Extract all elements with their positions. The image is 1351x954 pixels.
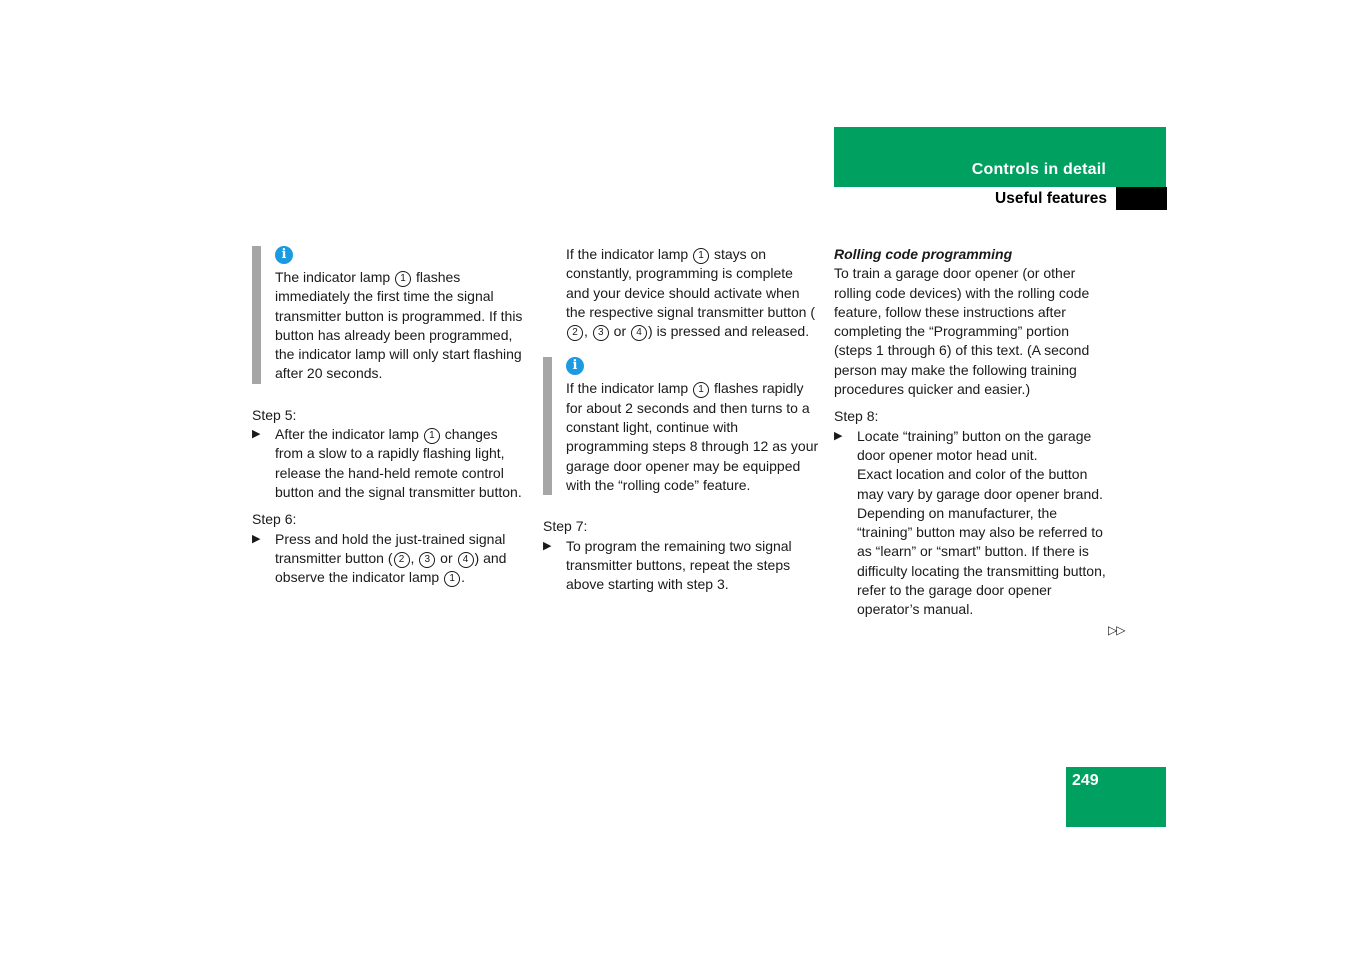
- bullet-arrow-icon: ▶: [252, 532, 261, 545]
- info-text: The indicator lamp 1 flashes immediately the first time the signal transmitter button is programmed. If this button has already been programmed, the indicator lamp will only start flashing after 20 seconds.: [275, 269, 523, 382]
- header-band: [834, 127, 1166, 187]
- completion-paragraph: If the indicator lamp 1 stays on constantly, programming is complete and your device should activate when the respective signal transmitter button (2 , 3 or 4 ) is pressed and released.: [566, 246, 816, 340]
- step-6-label: Step 6:: [252, 511, 297, 528]
- callout-1-icon: 1: [395, 271, 411, 287]
- callout-2-icon: 2: [394, 552, 410, 568]
- callout-3-icon: 3: [419, 552, 435, 568]
- step-8-label: Step 8:: [834, 408, 879, 425]
- subsection-title: Useful features: [995, 190, 1107, 207]
- column-3: [834, 245, 1110, 620]
- info-bar: [252, 246, 261, 384]
- callout-1-icon: 1: [693, 248, 709, 264]
- step-8-bullet: ▶ Locate “training” button on the garage door opener motor head unit.: [834, 427, 1092, 463]
- step-5-bullet: ▶ After the indicator lamp 1 changes from a slow to a rapidly flashing light, release the hand-held remote control button and the signal transmitter button.: [252, 426, 522, 500]
- column-2: [543, 245, 819, 594]
- step-7-label: Step 7:: [543, 518, 588, 535]
- page-number: 249: [1072, 772, 1099, 789]
- step-5-label: Step 5:: [252, 406, 297, 423]
- callout-4-icon: 4: [458, 552, 474, 568]
- info-text: If the indicator lamp 1 flashes rapidly for about 2 seconds and then turns to a constant light, continue with programming steps 8 through 12 as your garage door opener may be equipped with the “rolling code” feature.: [566, 380, 819, 493]
- callout-1-icon: 1: [424, 428, 440, 444]
- step-7-bullet: ▶ To program the remaining two signal transmitter buttons, repeat the steps above starting with step 3.: [543, 537, 792, 593]
- info-icon: i: [566, 357, 584, 375]
- callout-4-icon: 4: [631, 325, 647, 341]
- bullet-arrow-icon: ▶: [543, 539, 552, 552]
- callout-3-icon: 3: [593, 325, 609, 341]
- info-box: [543, 357, 819, 495]
- callout-1-icon: 1: [444, 571, 460, 587]
- step-8-detail: Exact location and color of the button may vary by garage door opener brand. Depending on manufacturer, the “training” button may also be referred to as “learn” or “smart” button. If there is difficulty locating the transmitting button, refer to the garage door opener operator’s manual.: [857, 466, 1106, 618]
- bullet-arrow-icon: ▶: [252, 428, 261, 441]
- info-bar: [543, 357, 552, 495]
- callout-1-icon: 1: [693, 382, 709, 398]
- bullet-arrow-icon: ▶: [834, 429, 843, 442]
- header-tab-marker: [1116, 187, 1167, 210]
- continued-icon: ▷▷: [1108, 623, 1125, 637]
- intro-paragraph: To train a garage door opener (or other rolling code devices) with the rolling code feature, follow these instructions after completing the “Programming” portion (steps 1 through 6) of this text. (A second person may make the following training procedures quicker and easier.): [834, 265, 1090, 398]
- column-1: [252, 246, 524, 587]
- step-6-bullet: ▶ Press and hold the just-trained signal transmitter button ( 2 , 3 or 4 ) and observe the indicator lamp 1 .: [252, 530, 507, 586]
- info-box: [252, 246, 524, 384]
- section-heading: Rolling code programming: [834, 246, 1013, 262]
- section-title: Controls in detail: [971, 161, 1106, 178]
- info-icon: i: [275, 246, 293, 264]
- page-number-box: [1066, 767, 1166, 827]
- callout-2-icon: 2: [567, 325, 583, 341]
